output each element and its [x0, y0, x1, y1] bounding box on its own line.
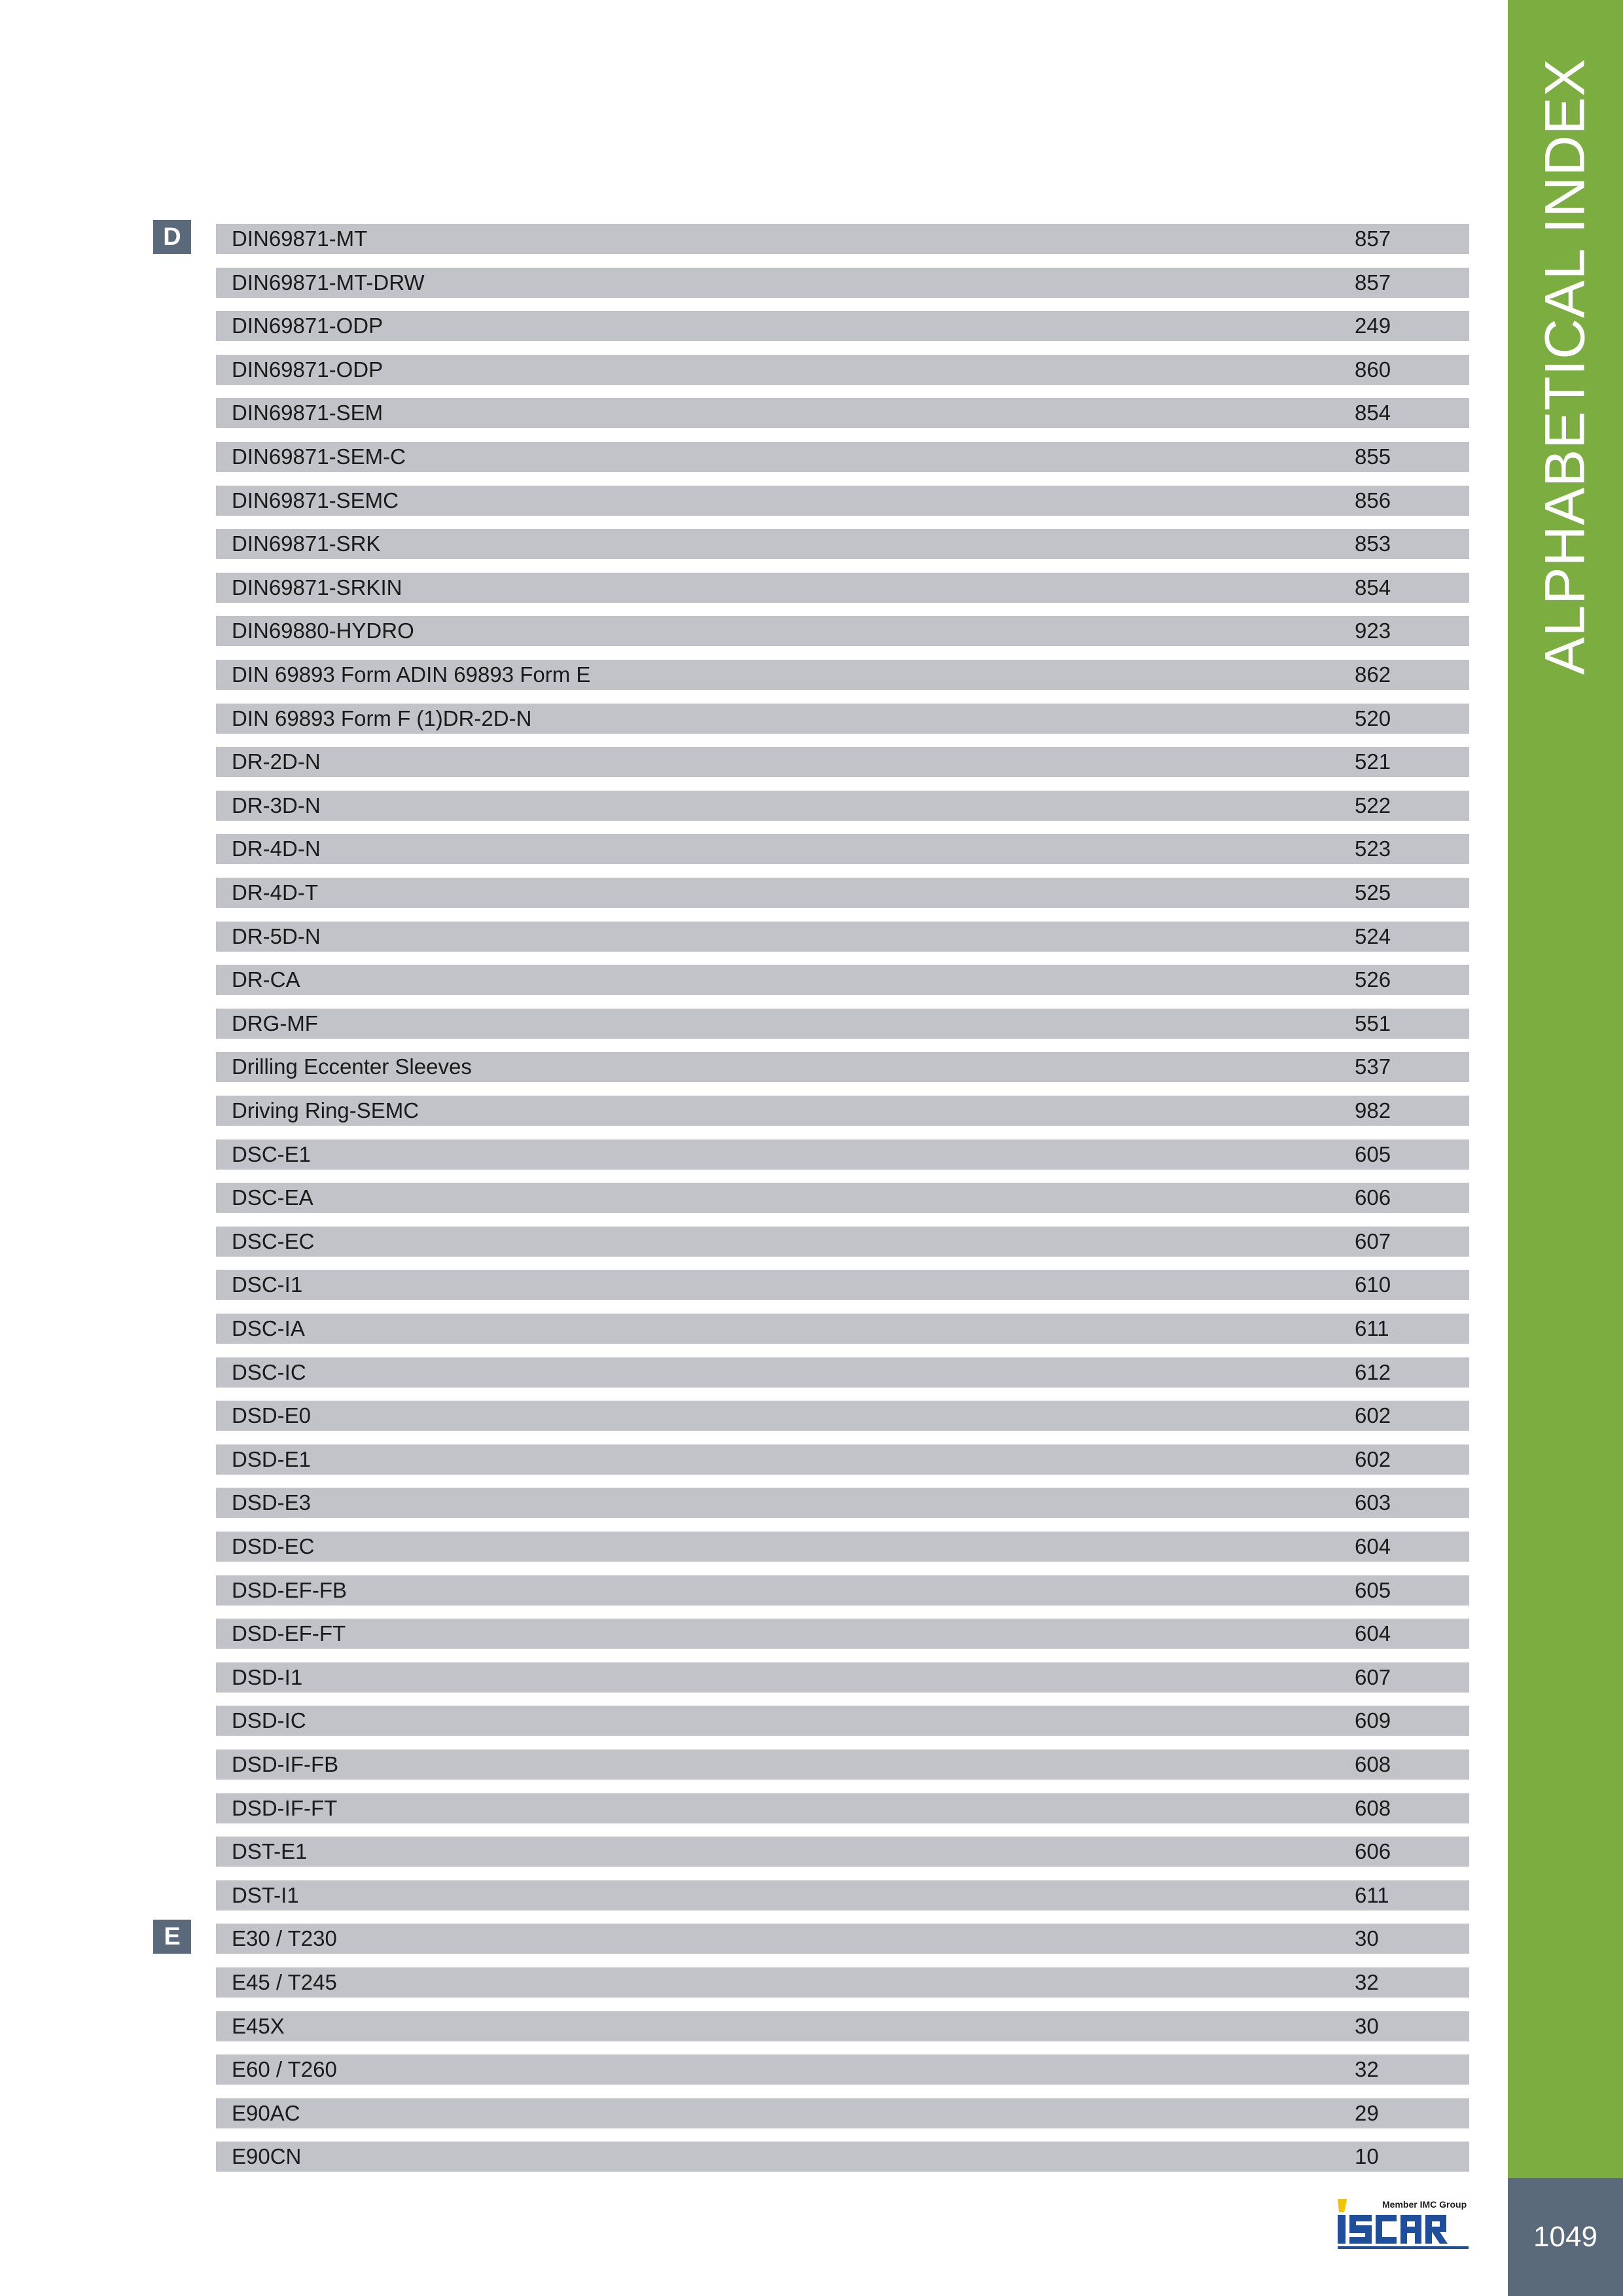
index-entry-page: 537	[1355, 1054, 1391, 1079]
section-letter-d: D	[153, 220, 191, 254]
index-entry-name: E90CN	[232, 2144, 302, 2168]
index-row	[216, 1009, 1469, 1039]
index-entry-name: DIN69871-ODP	[232, 357, 383, 382]
index-entry-page: 982	[1355, 1098, 1391, 1122]
index-entry-page: 857	[1355, 270, 1391, 295]
index-entry-page: 611	[1355, 1316, 1389, 1340]
index-entry-page: 854	[1355, 401, 1391, 425]
index-entry-page: 608	[1355, 1752, 1391, 1776]
index-row	[216, 1052, 1469, 1082]
index-entry-page: 29	[1355, 2101, 1379, 2125]
index-row	[216, 1924, 1469, 1954]
index-entry-name: DSD-I1	[232, 1665, 303, 1689]
index-entry-page: 605	[1355, 1142, 1391, 1166]
index-entry-name: DSD-E3	[232, 1490, 312, 1515]
index-row	[216, 1575, 1469, 1605]
index-row	[216, 1401, 1469, 1431]
index-entry-page: 522	[1355, 793, 1391, 817]
index-row	[216, 573, 1469, 603]
index-entry-page: 551	[1355, 1011, 1391, 1035]
index-entry-name: DR-CA	[232, 967, 300, 992]
index-row	[216, 1270, 1469, 1300]
index-entry-name: E30 / T230	[232, 1926, 337, 1950]
index-entry-page: 526	[1355, 967, 1391, 992]
index-entry-name: E45X	[232, 2014, 285, 2038]
index-entry-name: DSD-E1	[232, 1447, 312, 1471]
index-entry-page: 857	[1355, 226, 1391, 251]
index-entry-name: DR-3D-N	[232, 793, 321, 817]
index-entry-name: DSD-EF-FT	[232, 1621, 346, 1645]
index-row	[216, 2011, 1469, 2041]
index-entry-page: 32	[1355, 1970, 1379, 1994]
index-entry-page: 610	[1355, 1272, 1391, 1297]
index-entry-name: DSD-E0	[232, 1403, 312, 1427]
index-entry-name: Drilling Eccenter Sleeves	[232, 1054, 472, 1079]
index-entry-page: 606	[1355, 1839, 1391, 1863]
index-entry-name: DIN69871-MT-DRW	[232, 270, 425, 295]
index-entry-page: 606	[1355, 1185, 1391, 1210]
section-letter-e: E	[153, 1920, 191, 1954]
index-entry-name: DSD-IF-FB	[232, 1752, 339, 1776]
index-entry-name: DSD-EF-FB	[232, 1578, 347, 1602]
index-entry-name: E90AC	[232, 2101, 300, 2125]
index-entry-name: DIN69871-ODP	[232, 314, 383, 338]
index-row	[216, 486, 1469, 516]
index-entry-name: DR-4D-N	[232, 836, 321, 861]
index-row	[216, 1488, 1469, 1518]
index-entry-page: 30	[1355, 1926, 1379, 1950]
index-entry-page: 854	[1355, 575, 1391, 600]
index-entry-name: DIN69871-SRKIN	[232, 575, 402, 600]
index-entry-name: DIN69871-MT	[232, 226, 368, 251]
index-entry-page: 30	[1355, 2014, 1379, 2038]
index-entry-page: 249	[1355, 314, 1391, 338]
side-title	[1508, 0, 1623, 675]
index-row	[216, 1532, 1469, 1562]
index-entry-page: 862	[1355, 662, 1391, 687]
index-entry-name: DSC-I1	[232, 1272, 303, 1297]
index-entry-name: DSD-EC	[232, 1534, 315, 1558]
index-entry-name: DIN69871-SEM-C	[232, 444, 406, 469]
index-entry-name: DIN 69893 Form ADIN 69893 Form E	[232, 662, 591, 687]
index-row	[216, 398, 1469, 428]
index-entry-page: 603	[1355, 1490, 1391, 1515]
index-entry-page: 520	[1355, 706, 1391, 730]
index-row	[216, 1619, 1469, 1649]
index-row	[216, 922, 1469, 952]
index-entry-name: DR-5D-N	[232, 924, 321, 948]
index-row	[216, 224, 1469, 254]
index-entry-page: 524	[1355, 924, 1391, 948]
index-entry-page: 602	[1355, 1403, 1391, 1427]
logo-member-text: Member IMC Group	[1382, 2199, 1467, 2210]
index-row	[216, 1096, 1469, 1126]
index-row	[216, 1967, 1469, 1998]
index-row	[216, 442, 1469, 472]
index-entry-page: 607	[1355, 1229, 1391, 1253]
index-row	[216, 616, 1469, 646]
index-entry-name: E60 / T260	[232, 2057, 337, 2081]
index-entry-page: 608	[1355, 1796, 1391, 1820]
index-row	[216, 1227, 1469, 1257]
index-entry-page: 853	[1355, 531, 1391, 556]
index-row	[216, 1357, 1469, 1388]
index-row	[216, 1314, 1469, 1344]
index-entry-name: DSC-IC	[232, 1360, 306, 1384]
index-entry-name: DSC-EA	[232, 1185, 313, 1210]
index-row	[216, 2098, 1469, 2128]
index-row	[216, 1183, 1469, 1213]
index-entry-page: 609	[1355, 1708, 1391, 1732]
index-entry-page: 856	[1355, 488, 1391, 512]
index-row	[216, 704, 1469, 734]
index-row	[216, 1749, 1469, 1780]
index-row	[216, 311, 1469, 341]
index-entry-name: DIN69880-HYDRO	[232, 619, 414, 643]
page-number: 1049	[1508, 2178, 1623, 2296]
index-entry-page: 523	[1355, 836, 1391, 861]
index-entry-name: DSC-EC	[232, 1229, 315, 1253]
index-row	[216, 878, 1469, 908]
index-entry-name: DIN69871-SEM	[232, 401, 383, 425]
index-entry-name: DST-I1	[232, 1883, 299, 1907]
index-entry-name: DSD-IF-FT	[232, 1796, 338, 1820]
index-row	[216, 2054, 1469, 2085]
index-entry-page: 604	[1355, 1621, 1391, 1645]
index-row	[216, 1706, 1469, 1736]
index-entry-page: 611	[1355, 1883, 1389, 1907]
index-entry-page: 32	[1355, 2057, 1379, 2081]
index-entry-page: 612	[1355, 1360, 1391, 1384]
index-entry-page: 10	[1355, 2144, 1379, 2168]
index-entry-name: DR-2D-N	[232, 749, 321, 774]
index-row	[216, 1139, 1469, 1170]
index-entry-name: DST-E1	[232, 1839, 308, 1863]
index-row	[216, 1793, 1469, 1823]
index-row	[216, 268, 1469, 298]
index-entry-page: 525	[1355, 880, 1391, 905]
index-row	[216, 791, 1469, 821]
index-entry-name: DIN69871-SRK	[232, 531, 381, 556]
index-entry-page: 860	[1355, 357, 1391, 382]
index-row	[216, 1837, 1469, 1867]
index-entry-page: 855	[1355, 444, 1391, 469]
index-entry-name: DR-4D-T	[232, 880, 318, 905]
index-entry-name: DSD-IC	[232, 1708, 306, 1732]
index-row	[216, 660, 1469, 690]
index-row	[216, 1662, 1469, 1693]
index-row	[216, 2142, 1469, 2172]
index-row	[216, 1444, 1469, 1475]
index-entry-page: 521	[1355, 749, 1391, 774]
index-entry-page: 923	[1355, 619, 1391, 643]
index-entry-name: DIN 69893 Form F (1)DR-2D-N	[232, 706, 532, 730]
index-entry-name: Driving Ring-SEMC	[232, 1098, 419, 1122]
side-title-text: ALPHABETICAL INDEX	[1533, 58, 1597, 675]
index-entry-page: 604	[1355, 1534, 1391, 1558]
index-entry-name: DRG-MF	[232, 1011, 318, 1035]
index-row	[216, 1880, 1469, 1910]
index-entry-page: 602	[1355, 1447, 1391, 1471]
index-entry-name: DSC-E1	[232, 1142, 312, 1166]
index-row	[216, 747, 1469, 777]
index-entry-name: DSC-IA	[232, 1316, 305, 1340]
index-row	[216, 529, 1469, 559]
index-row	[216, 965, 1469, 995]
index-entry-page: 607	[1355, 1665, 1391, 1689]
index-entry-page: 605	[1355, 1578, 1391, 1602]
index-entry-name: DIN69871-SEMC	[232, 488, 399, 512]
index-entry-name: E45 / T245	[232, 1970, 337, 1994]
index-row	[216, 834, 1469, 864]
iscar-logo	[1335, 2198, 1472, 2257]
index-row	[216, 355, 1469, 385]
